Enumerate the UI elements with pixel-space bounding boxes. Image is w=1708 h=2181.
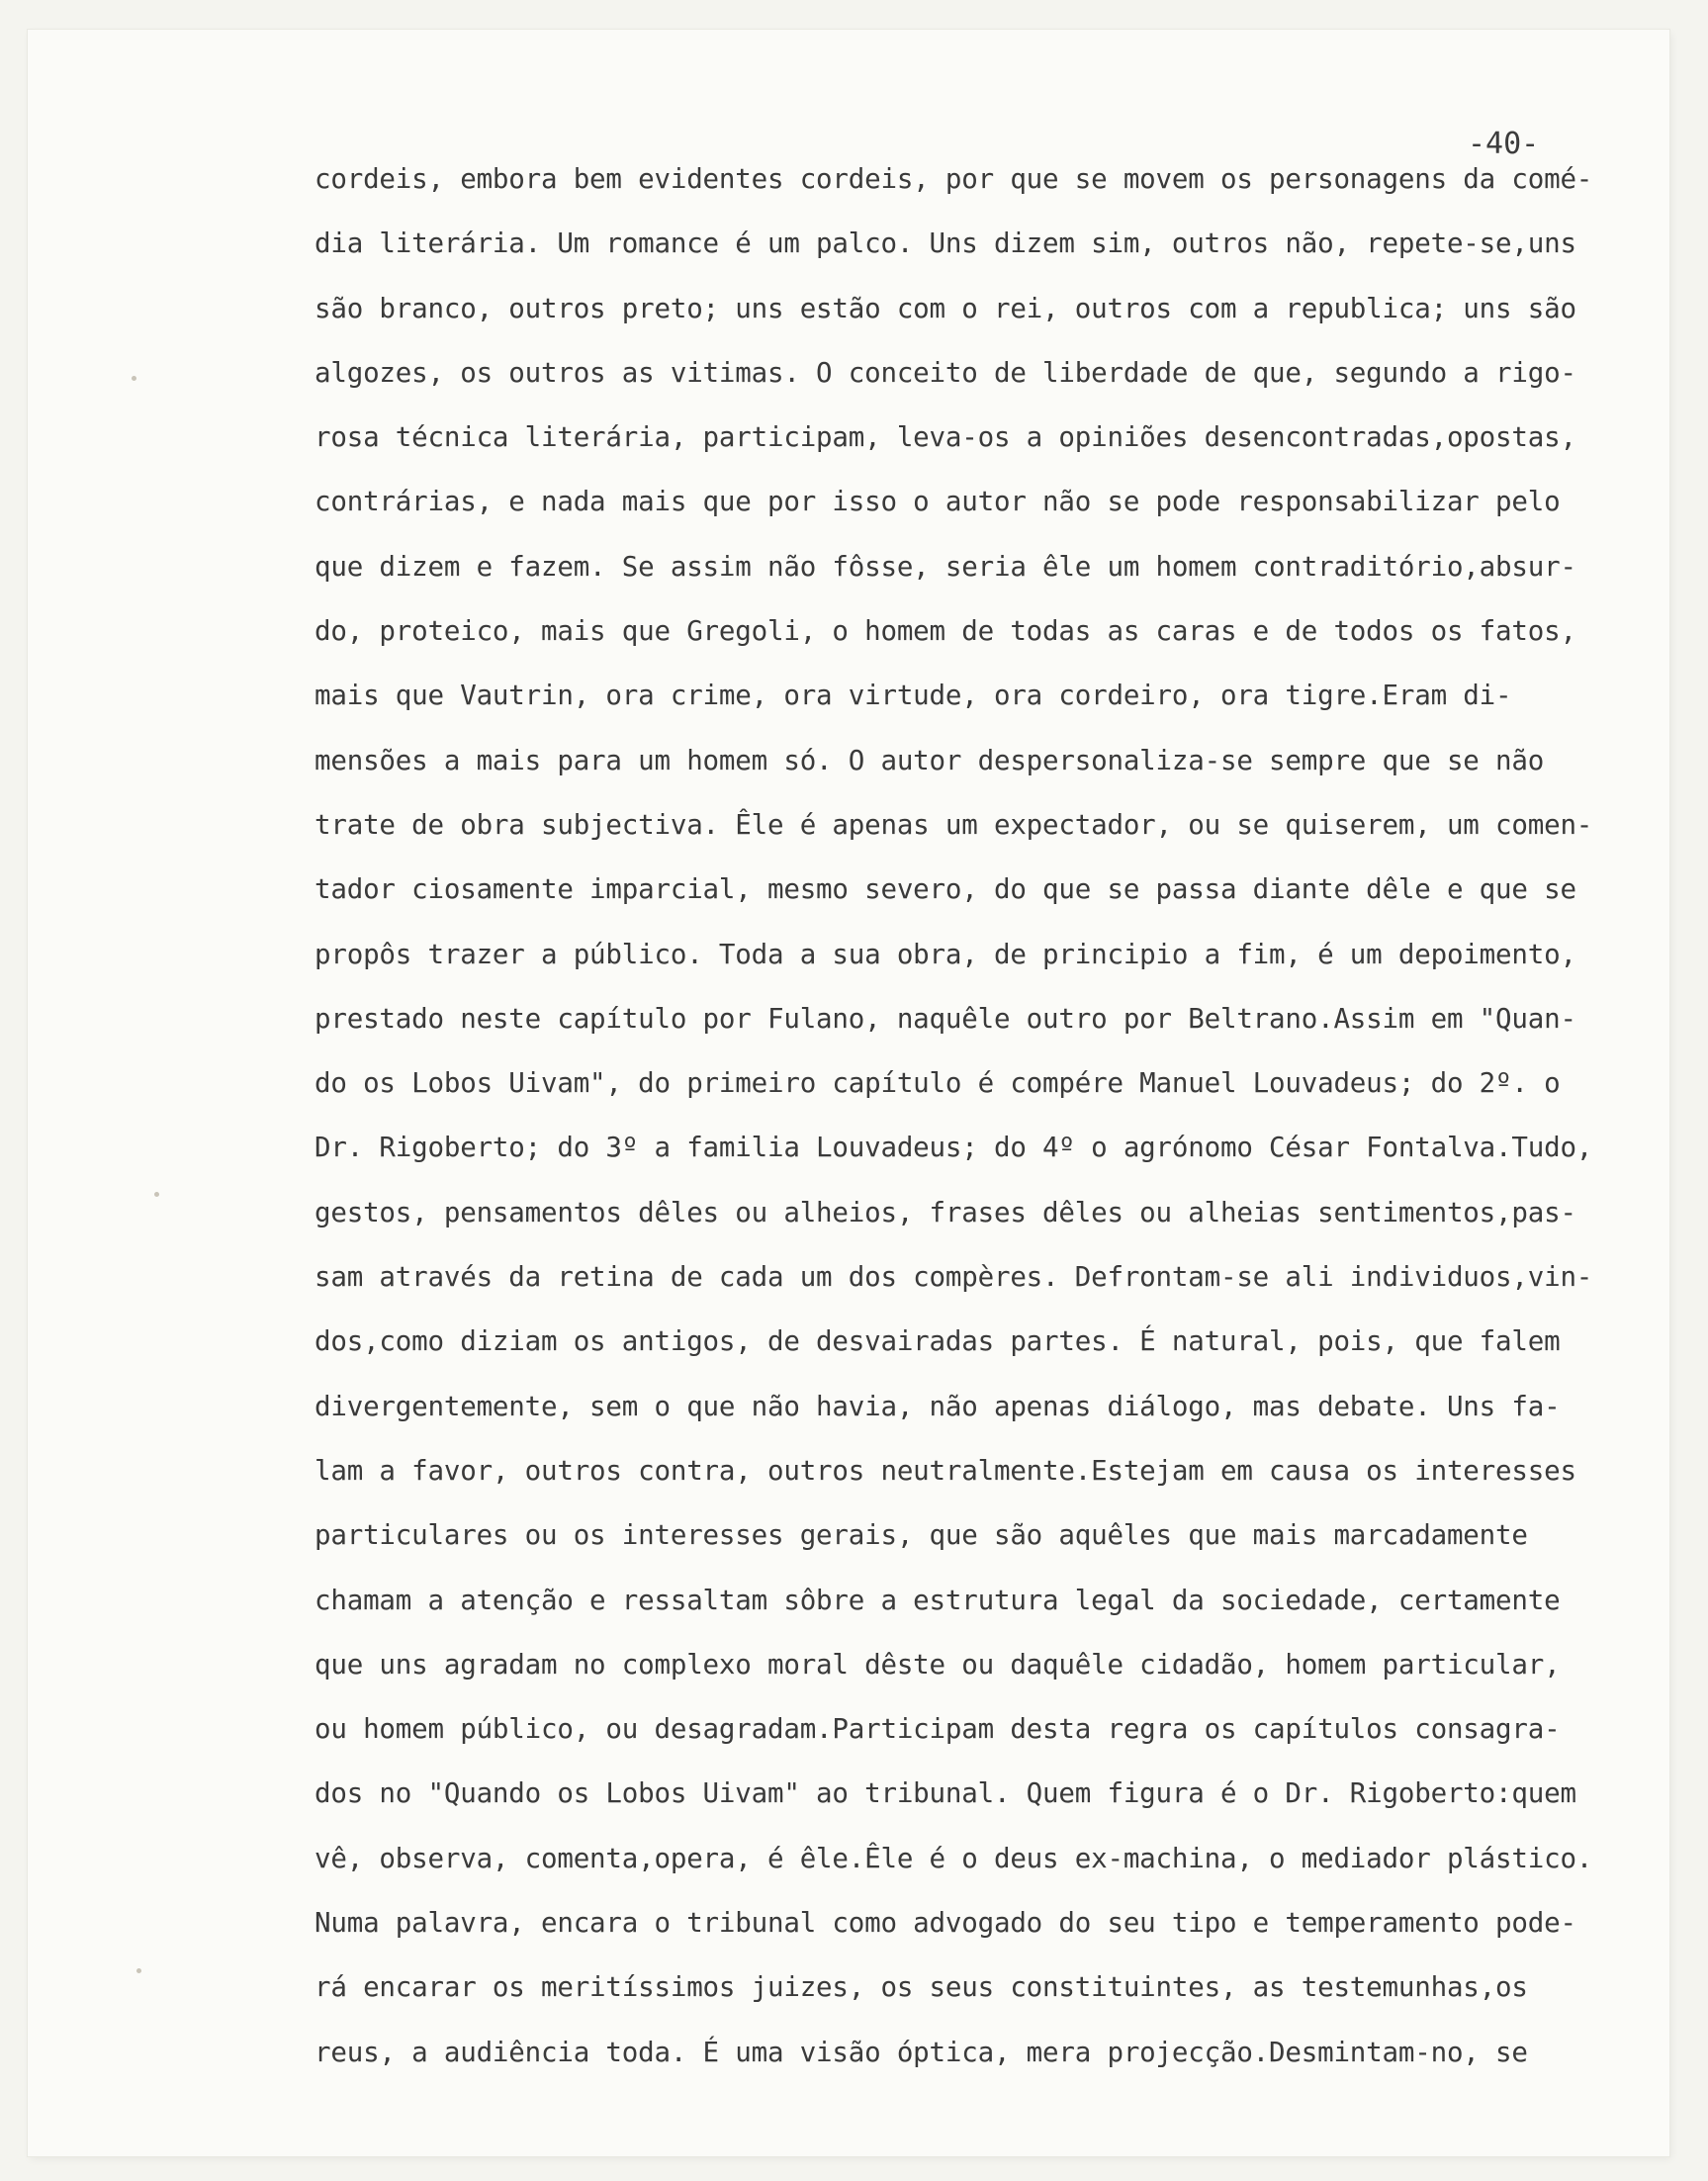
text-line: rá encarar os meritíssimos juizes, os seus constituintes, as testemunhas,os bbox=[315, 1971, 1528, 2004]
text-line: Numa palavra, encara o tribunal como advogado do seu tipo e temperamento pode- bbox=[315, 1907, 1576, 1940]
text-line: divergentemente, sem o que não havia, não apenas diálogo, mas debate. Uns fa- bbox=[315, 1390, 1561, 1422]
text-line: dos no "Quando os Lobos Uivam" ao tribunal. Quem figura é o Dr. Rigoberto:quem bbox=[315, 1777, 1576, 1810]
text-line: prestado neste capítulo por Fulano, naquêle outro por Beltrano.Assim em "Quan- bbox=[315, 1002, 1576, 1035]
text-line: que uns agradam no complexo moral dêste ou daquêle cidadão, homem particular, bbox=[315, 1648, 1561, 1681]
paper-speck bbox=[154, 1192, 159, 1197]
text-line: vê, observa, comenta,opera, é êle.Êle é o deus ex-machina, o mediador plástico. bbox=[315, 1842, 1593, 1874]
text-line: dos,como diziam os antigos, de desvairadas partes. É natural, pois, que falem bbox=[315, 1325, 1561, 1358]
text-line: propôs trazer a público. Toda a sua obra, de principio a fim, é um depoimento, bbox=[315, 938, 1576, 970]
text-line: mensões a mais para um homem só. O autor despersonaliza-se sempre que se não bbox=[315, 744, 1545, 776]
paper-speck bbox=[132, 376, 136, 381]
text-line: do os Lobos Uivam", do primeiro capítulo é compére Manuel Louvadeus; do 2º. o bbox=[315, 1067, 1561, 1100]
text-line: cordeis, embora bem evidentes cordeis, por que se movem os personagens da comé- bbox=[315, 163, 1593, 195]
text-line: lam a favor, outros contra, outros neutralmente.Estejam em causa os interesses bbox=[315, 1454, 1576, 1487]
text-line: trate de obra subjectiva. Êle é apenas um expectador, ou se quiserem, um comen- bbox=[315, 808, 1593, 841]
text-line: são branco, outros preto; uns estão com o rei, outros com a republica; uns são bbox=[315, 292, 1576, 324]
text-line: algozes, os outros as vitimas. O conceito de liberdade de que, segundo a rigo- bbox=[315, 356, 1576, 389]
text-line: sam através da retina de cada um dos compères. Defrontam-se ali individuos,vin- bbox=[315, 1261, 1593, 1294]
text-line: chamam a atenção e ressaltam sôbre a estrutura legal da sociedade, certamente bbox=[315, 1584, 1561, 1616]
text-line: reus, a audiência toda. É uma visão óptica, mera projecção.Desmintam-no, se bbox=[315, 2036, 1528, 2068]
text-line: dia literária. Um romance é um palco. Uns dizem sim, outros não, repete-se,uns bbox=[315, 227, 1576, 260]
text-line: particulares ou os interesses gerais, que são aquêles que mais marcadamente bbox=[315, 1519, 1528, 1552]
text-line: ou homem público, ou desagradam.Participam desta regra os capítulos consagra- bbox=[315, 1713, 1561, 1746]
text-line: do, proteico, mais que Gregoli, o homem de todas as caras e de todos os fatos, bbox=[315, 615, 1576, 648]
page-number: -40- bbox=[1468, 127, 1540, 161]
typescript-body bbox=[315, 156, 1650, 2094]
text-line: rosa técnica literária, participam, leva-os a opiniões desencontradas,opostas, bbox=[315, 421, 1576, 454]
text-line: gestos, pensamentos dêles ou alheios, frases dêles ou alheias sentimentos,pas- bbox=[315, 1196, 1576, 1228]
paper-speck bbox=[136, 1968, 141, 1973]
text-line: mais que Vautrin, ora crime, ora virtude, ora cordeiro, ora tigre.Eram di- bbox=[315, 680, 1512, 712]
text-line: contrárias, e nada mais que por isso o autor não se pode responsabilizar pelo bbox=[315, 486, 1561, 518]
text-line: tador ciosamente imparcial, mesmo severo, do que se passa diante dêle e que se bbox=[315, 873, 1576, 906]
text-line: Dr. Rigoberto; do 3º a familia Louvadeus; do 4º o agrónomo César Fontalva.Tudo, bbox=[315, 1132, 1593, 1164]
text-line: que dizem e fazem. Se assim não fôsse, seria êle um homem contraditório,absur- bbox=[315, 550, 1576, 583]
